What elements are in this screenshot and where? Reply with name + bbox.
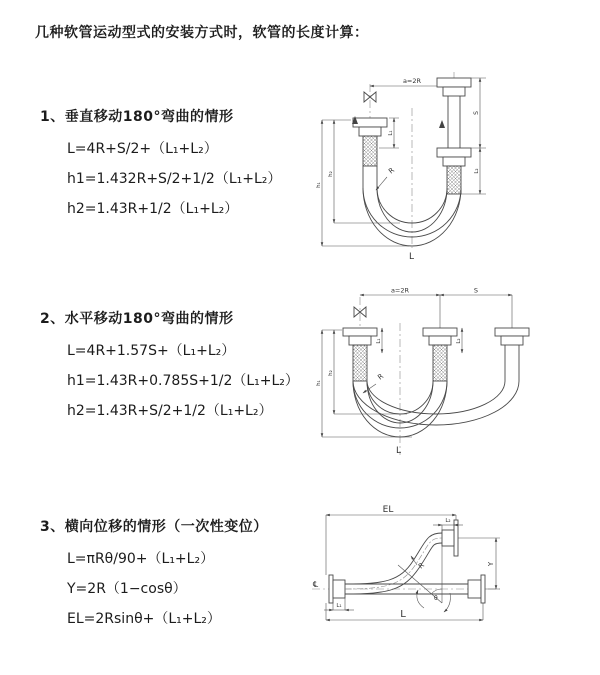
formula-h1: h1=1.432R+S/2+1/2（L₁+L₂） (67, 171, 282, 187)
dim-label-l2: L₂ (456, 338, 462, 344)
length-label: L (396, 446, 402, 456)
hose-curve-lower-edge (345, 543, 442, 594)
diagram-horizontal-180-bend (312, 283, 595, 463)
dim-label-h2: h₂ (328, 171, 334, 177)
dim-label-h1: h₁ (316, 182, 322, 188)
page-title: 几种软管运动型式的安装方式时，软管的长度计算： (35, 25, 369, 41)
formula-h2: h2=1.43R+S/2+1/2（L₁+L₂） (67, 403, 273, 419)
right-fitting-upper (437, 78, 471, 87)
dim-label-h1: h₁ (316, 380, 322, 386)
formula-Y: Y=2R（1−cosθ） (67, 581, 187, 597)
formula-L: L=4R+1.57S+（L₁+L₂） (67, 343, 236, 359)
section-3-heading: 3、横向位移的情形（一次性变位） (40, 519, 268, 535)
angle-arrow-right (444, 593, 450, 612)
displaced-flange (454, 520, 458, 556)
dim-label-a2r: a=2R (402, 77, 422, 85)
radius-label: R (387, 166, 397, 176)
formula-h2: h2=1.43R+1/2（L₁+L₂） (67, 201, 239, 217)
right-tube (505, 345, 519, 381)
dim-label-l: L (400, 609, 406, 620)
dim-label-a2r: a=2R (390, 286, 410, 295)
dim-label-theta: θ (434, 595, 438, 602)
centerline-symbol: ℄ (313, 580, 319, 589)
section-lateral-displacement (40, 516, 330, 634)
radius-arrow (376, 177, 387, 190)
section-horizontal-180 (40, 308, 330, 426)
left-fitting (343, 328, 377, 336)
dim-label-l1: L₁ (376, 338, 382, 344)
middle-braided-hose (433, 345, 447, 381)
left-braided-hose (353, 345, 367, 381)
dim-label-h2: h₂ (328, 370, 334, 376)
formula-h1: h1=1.43R+0.785S+1/2（L₁+L₂） (67, 373, 299, 389)
hose-displaced-inner (367, 381, 505, 414)
middle-fitting (423, 328, 457, 336)
angle-arc (431, 589, 442, 594)
radius-arrow (363, 384, 376, 393)
right-braided-hose (447, 166, 461, 194)
right-fitting-lower (437, 148, 471, 157)
formula-L: L=πRθ/90+（L₁+L₂） (67, 551, 215, 567)
left-flange (329, 575, 333, 603)
left-braided-hose (363, 136, 377, 166)
dim-label-l2: L₂ (474, 168, 480, 174)
section-2-heading: 2、水平移动180°弯曲的情形 (40, 311, 234, 327)
right-tube (448, 96, 460, 148)
hose-displaced-outer (353, 381, 519, 425)
hose-curve-upper-edge (345, 533, 442, 584)
diagram-vertical-180-bend (312, 70, 590, 265)
radius-label: R (416, 561, 426, 571)
diagram-lateral-displacement (300, 503, 600, 658)
dim-label-l1: L₁ (336, 603, 342, 609)
dim-label-l1: L₁ (388, 130, 394, 136)
dim-label-s: S (473, 286, 479, 295)
section-1-heading: 1、垂直移动180°弯曲的情形 (40, 109, 234, 125)
dim-label-s: S (473, 111, 480, 115)
left-fitting (353, 118, 387, 127)
hose-curve-centerline (345, 538, 442, 589)
up-arrow (439, 120, 445, 128)
length-label: L (409, 252, 415, 262)
angle-arrow-left (417, 590, 424, 608)
dim-label-l2: L₂ (445, 518, 451, 524)
section-vertical-180 (40, 106, 330, 224)
dim-label-el: EL (382, 505, 394, 515)
right-fitting (495, 328, 529, 336)
radius-arrow (411, 556, 417, 565)
formula-L: L=4R+S/2+（L₁+L₂） (67, 141, 218, 157)
dim-label-y: Y (487, 561, 495, 567)
right-flange (468, 580, 481, 598)
formula-EL: EL=2Rsinθ+（L₁+L₂） (67, 611, 221, 627)
radius-label: R (376, 372, 386, 382)
